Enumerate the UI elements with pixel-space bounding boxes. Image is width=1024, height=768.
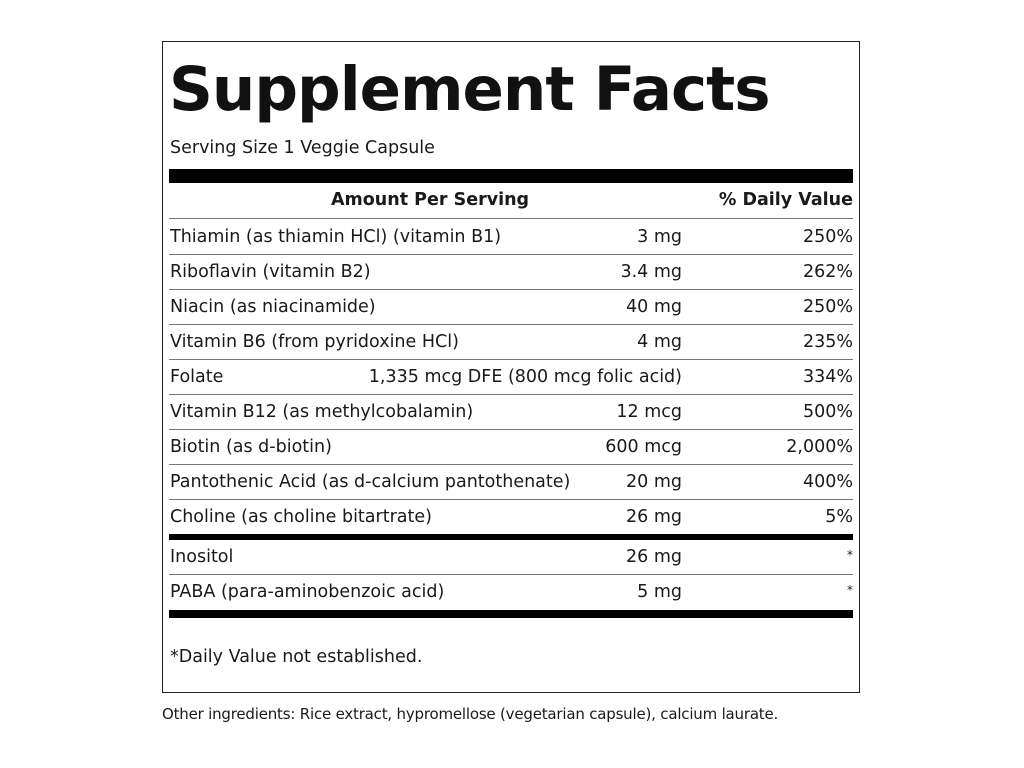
- nutrient-daily-value: 250%: [802, 297, 853, 317]
- nutrient-row: [169, 540, 853, 574]
- nutrient-row: [169, 290, 853, 324]
- nutrient-row: [169, 430, 853, 464]
- nutrient-amount: 26 mg: [626, 507, 682, 527]
- nutrient-row: [169, 325, 853, 359]
- nutrient-amount: 3 mg: [637, 227, 682, 247]
- nutrient-amount: 1,335 mcg DFE (800 mcg folic acid): [368, 367, 682, 387]
- nutrient-name: Pantothenic Acid (as d-calcium pantothenate): [170, 472, 571, 492]
- nutrient-amount: 20 mg: [626, 472, 682, 492]
- nutrient-row: [169, 575, 853, 609]
- top-divider-bar: [169, 169, 853, 183]
- nutrient-daily-value: 262%: [802, 262, 853, 282]
- header-divider: [169, 218, 853, 219]
- nutrient-name: Choline (as choline bitartrate): [170, 507, 432, 527]
- nutrient-row: [169, 360, 853, 394]
- nutrient-daily-value: 235%: [802, 332, 853, 352]
- nutrient-name: Niacin (as niacinamide): [170, 297, 376, 317]
- nutrient-row: [169, 395, 853, 429]
- nutrient-daily-value: *: [847, 548, 853, 562]
- daily-value-footnote: *Daily Value not established.: [170, 647, 423, 667]
- nutrient-row: [169, 465, 853, 499]
- serving-size: Serving Size 1 Veggie Capsule: [170, 138, 435, 158]
- bottom-divider-bar: [169, 610, 853, 618]
- amount-per-serving-header: Amount Per Serving: [331, 190, 530, 210]
- nutrient-name: Inositol: [170, 547, 234, 567]
- nutrient-amount: 4 mg: [637, 332, 682, 352]
- nutrient-amount: 12 mcg: [616, 402, 682, 422]
- nutrient-row: [169, 500, 853, 534]
- nutrient-daily-value: 2,000%: [786, 437, 853, 457]
- nutrient-daily-value: 250%: [802, 227, 853, 247]
- nutrient-daily-value: 5%: [825, 507, 853, 527]
- nutrient-name: Riboflavin (vitamin B2): [170, 262, 371, 282]
- daily-value-header: % Daily Value: [718, 190, 853, 210]
- nutrient-name: Thiamin (as thiamin HCl) (vitamin B1): [170, 227, 502, 247]
- panel-title: Supplement Facts: [169, 54, 770, 125]
- nutrient-name: Vitamin B6 (from pyridoxine HCl): [170, 332, 459, 352]
- nutrient-name: Biotin (as d-biotin): [170, 437, 332, 457]
- nutrient-daily-value: 500%: [802, 402, 853, 422]
- nutrient-row: [169, 255, 853, 289]
- nutrient-name: PABA (para-aminobenzoic acid): [170, 582, 445, 602]
- nutrient-amount: 3.4 mg: [620, 262, 682, 282]
- nutrient-daily-value: 334%: [802, 367, 853, 387]
- nutrient-name: Folate: [170, 367, 224, 387]
- nutrient-daily-value: 400%: [802, 472, 853, 492]
- nutrient-amount: 600 mcg: [605, 437, 682, 457]
- supplement-facts-panel: [162, 41, 860, 693]
- nutrient-row: [169, 220, 853, 254]
- nutrient-daily-value: *: [847, 583, 853, 597]
- nutrient-amount: 26 mg: [626, 547, 682, 567]
- other-ingredients: Other ingredients: Rice extract, hypromellose (vegetarian capsule), calcium laurate.: [162, 705, 779, 723]
- nutrient-name: Vitamin B12 (as methylcobalamin): [170, 402, 474, 422]
- nutrient-amount: 5 mg: [637, 582, 682, 602]
- nutrient-amount: 40 mg: [626, 297, 682, 317]
